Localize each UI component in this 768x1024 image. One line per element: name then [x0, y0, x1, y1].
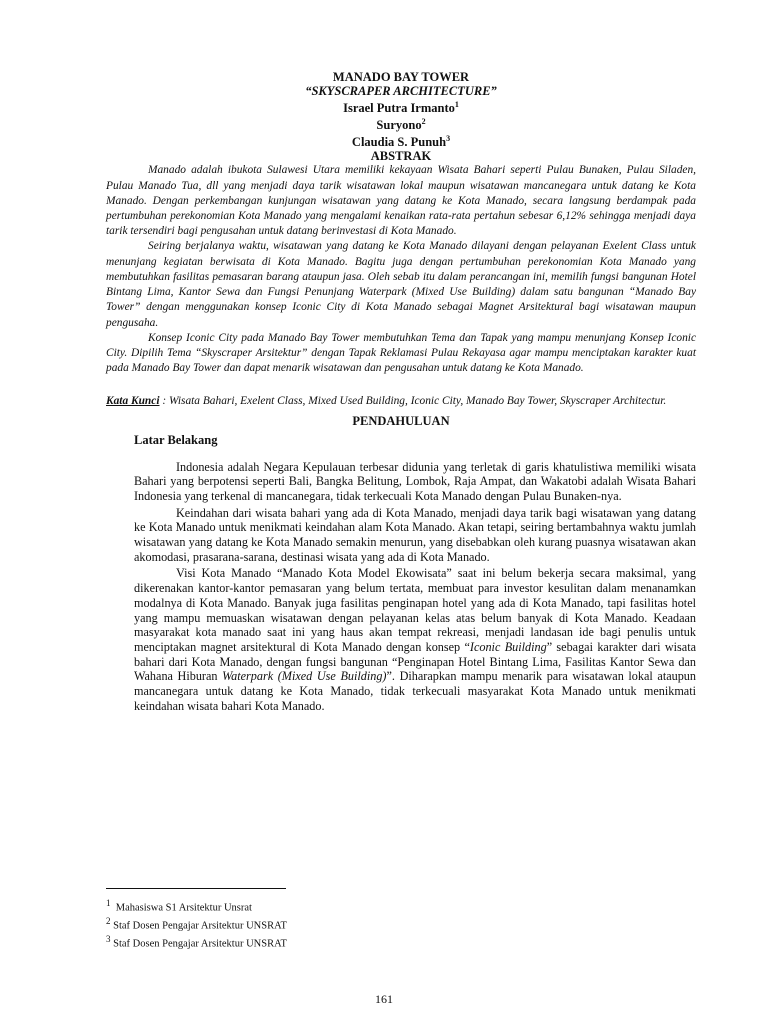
author-2: [106, 115, 696, 132]
footnote-mark: 3: [106, 934, 111, 944]
page-number: 161: [375, 992, 393, 1006]
author-1: [106, 98, 696, 115]
body-paragraph: [134, 566, 696, 713]
subsection-heading: Latar Belakang: [134, 432, 218, 447]
body-text: [134, 460, 696, 714]
author-sup: 2: [421, 117, 426, 127]
footnote-mark: 1: [106, 898, 111, 908]
author-sup: 1: [454, 100, 459, 109]
footnote-divider: [106, 888, 286, 889]
author-name: Claudia S. Punuh: [351, 135, 447, 150]
body-emphasis: Iconic Building: [469, 639, 547, 654]
author-sup: 3: [446, 134, 451, 144]
keywords: [106, 394, 696, 409]
article: [106, 70, 696, 715]
abstract-paragraph: Seiring berjalanya waktu, wisatawan yang datang ke Kota Manado dilayani dengan pelayanan Exelent Class untuk menunjang kegiatan berwisata di Kota Manado. Bagitu juga dengan pertumbuhan perekonomian Kota Manado yang membutuhkan fasilitas pemasaran barang ataupun jasa. Oleh sebab itu dalam perancangan ini, memilih fungsi bangunan Hotel Bintang Lima, Kantor Sewa dan Fungsi Penunjang Waterpark (Mixed Use Building) dalam satu bangunan “Manado Bay Tower” dengan menggunakan konsep Iconic City di Kota Manado sebagai Magnet Arsitektural bagi wisatawan maupun pengusaha.: [106, 240, 696, 329]
abstract-heading: ABSTRAK: [370, 149, 432, 164]
body-text-run: Visi Kota Manado “Manado Kota Model Ekowisata” saat ini belum bekerja secara maksimal, yang dikerenakan kantor-kantor pemasaran yang belum tertata, membuat para investor kesulitan dalam menanamkan modalnya di Kota Manado. Banyak juga fasilitas penginapan hotel yang ada di Kota Manado, tapi fasilitas hotel yang mampu memuaskan wisatawan dengan pelayanan kelas atas belum banyak di Kota Manado. Keadaan masyarakat kota manado saat ini yang haus akan tempat rekreasi, menjadi landasan ide bagi penulis untuk menciptakan magnet arsitektural di Kota Manado dengan konsep “: [134, 566, 696, 654]
body-emphasis: Waterpark (Mixed Use Building): [222, 669, 387, 684]
paper-subtitle: “SKYSCRAPER ARCHITECTURE”: [305, 84, 497, 98]
abstract: [106, 163, 696, 376]
body-paragraph: Indonesia adalah Negara Kepulauan terbesar didunia yang terletak di garis khatulistiwa memiliki wisata Bahari yang berpotensi seperti Bali, Bangka Belitung, Lombok, Raja Ampat, dan Wakatobi adalah Wisata Bahari Indonesia yang terkenal di mancanegara, tidak terkecuali Kota Manado dengan Pulau Bunaken-nya.: [134, 459, 696, 503]
abstract-paragraph: Manado adalah ibukota Sulawesi Utara memiliki kekayaan Wisata Bahari seperti Pulau Bunaken, Pulau Siladen, Pulau Manado Tua, dll yang menjadi daya tarik wisatawan lokal maupun wisatawan mancanegara untuk datang ke Kota Manado. Dengan perkembangan kunjungan wisatawan yang datang ke Kota Manado, secara langsung berdampak pada pertumbuhan perekonomian Kota Manado yang mengalami kenaikan rata-rata pertahun sebesar 6,12% sehingga menjadi daya tarik tersendiri bagi pengusahan untuk datang berinvestasi di Kota Manado.: [106, 164, 696, 238]
keywords-label: Kata Kunci: [106, 395, 160, 408]
footnote-2: [106, 915, 287, 933]
footnote-mark: 2: [106, 916, 111, 926]
footnote-text: Mahasiswa S1 Arsitektur Unsrat: [115, 902, 252, 914]
author-3: [106, 132, 696, 149]
body-paragraph: Keindahan dari wisata bahari yang ada di Kota Manado, menjadi daya tarik bagi wisatawan yang datang ke Kota Manado untuk menikmati keindahan alam Kota Manado. Akan tetapi, seiring bertambahnya waktu jumlah wisatawan yang datang ke Kota Manado semakin menurun, yang disebabkan oleh kurang puasnya wisatawan akan akomodasi, prasarana-sarana, destinasi wisata yang ada di Kota Manado.: [134, 505, 696, 564]
abstract-paragraph: Konsep Iconic City pada Manado Bay Tower membutuhkan Tema dan Tapak yang mampu menunjang Konsep Iconic City. Dipilih Tema “Skyscraper Arsitektur” dengan Tapak Reklamasi Pulau Rekayasa agar mampu menciptakan karakter kuat pada Manado Bay Tower dan dapat menarik wisatawan dan pengusahan untuk datang ke Kota Manado.: [106, 331, 696, 375]
keywords-text: : Wisata Bahari, Exelent Class, Mixed Used Building, Iconic City, Manado Bay Tower, Skyscraper Architectur.: [159, 395, 667, 408]
paper-title: MANADO BAY TOWER: [332, 70, 470, 84]
section-heading: PENDAHULUAN: [352, 413, 450, 428]
author-name: Israel Putra Irmanto: [343, 101, 455, 116]
author-name: Suryono: [376, 118, 422, 133]
footnote-text: Staf Dosen Pengajar Arsitektur UNSRAT: [113, 938, 287, 950]
body-text-run: ” sebagai karakter dari wisata bahari dari Kota Manado, dengan fungsi bangunan “Penginapan Hotel Bintang Lima, Fasilitas Kantor Sewa dan Wahana Hiburan: [134, 639, 696, 684]
footnote-text: Staf Dosen Pengajar Arsitektur UNSRAT: [113, 920, 287, 932]
body-text-run: ”. Diharapkan mampu menarik para wisatawan lokal ataupun mancanegara untuk datang ke Kota Manado, tidak terkecuali masyarakat Kota Manado untuk menikmati keindahan wisata bahari Kota Manado.: [134, 669, 696, 713]
footnote-1: [106, 897, 252, 915]
footnote-3: [106, 933, 287, 951]
